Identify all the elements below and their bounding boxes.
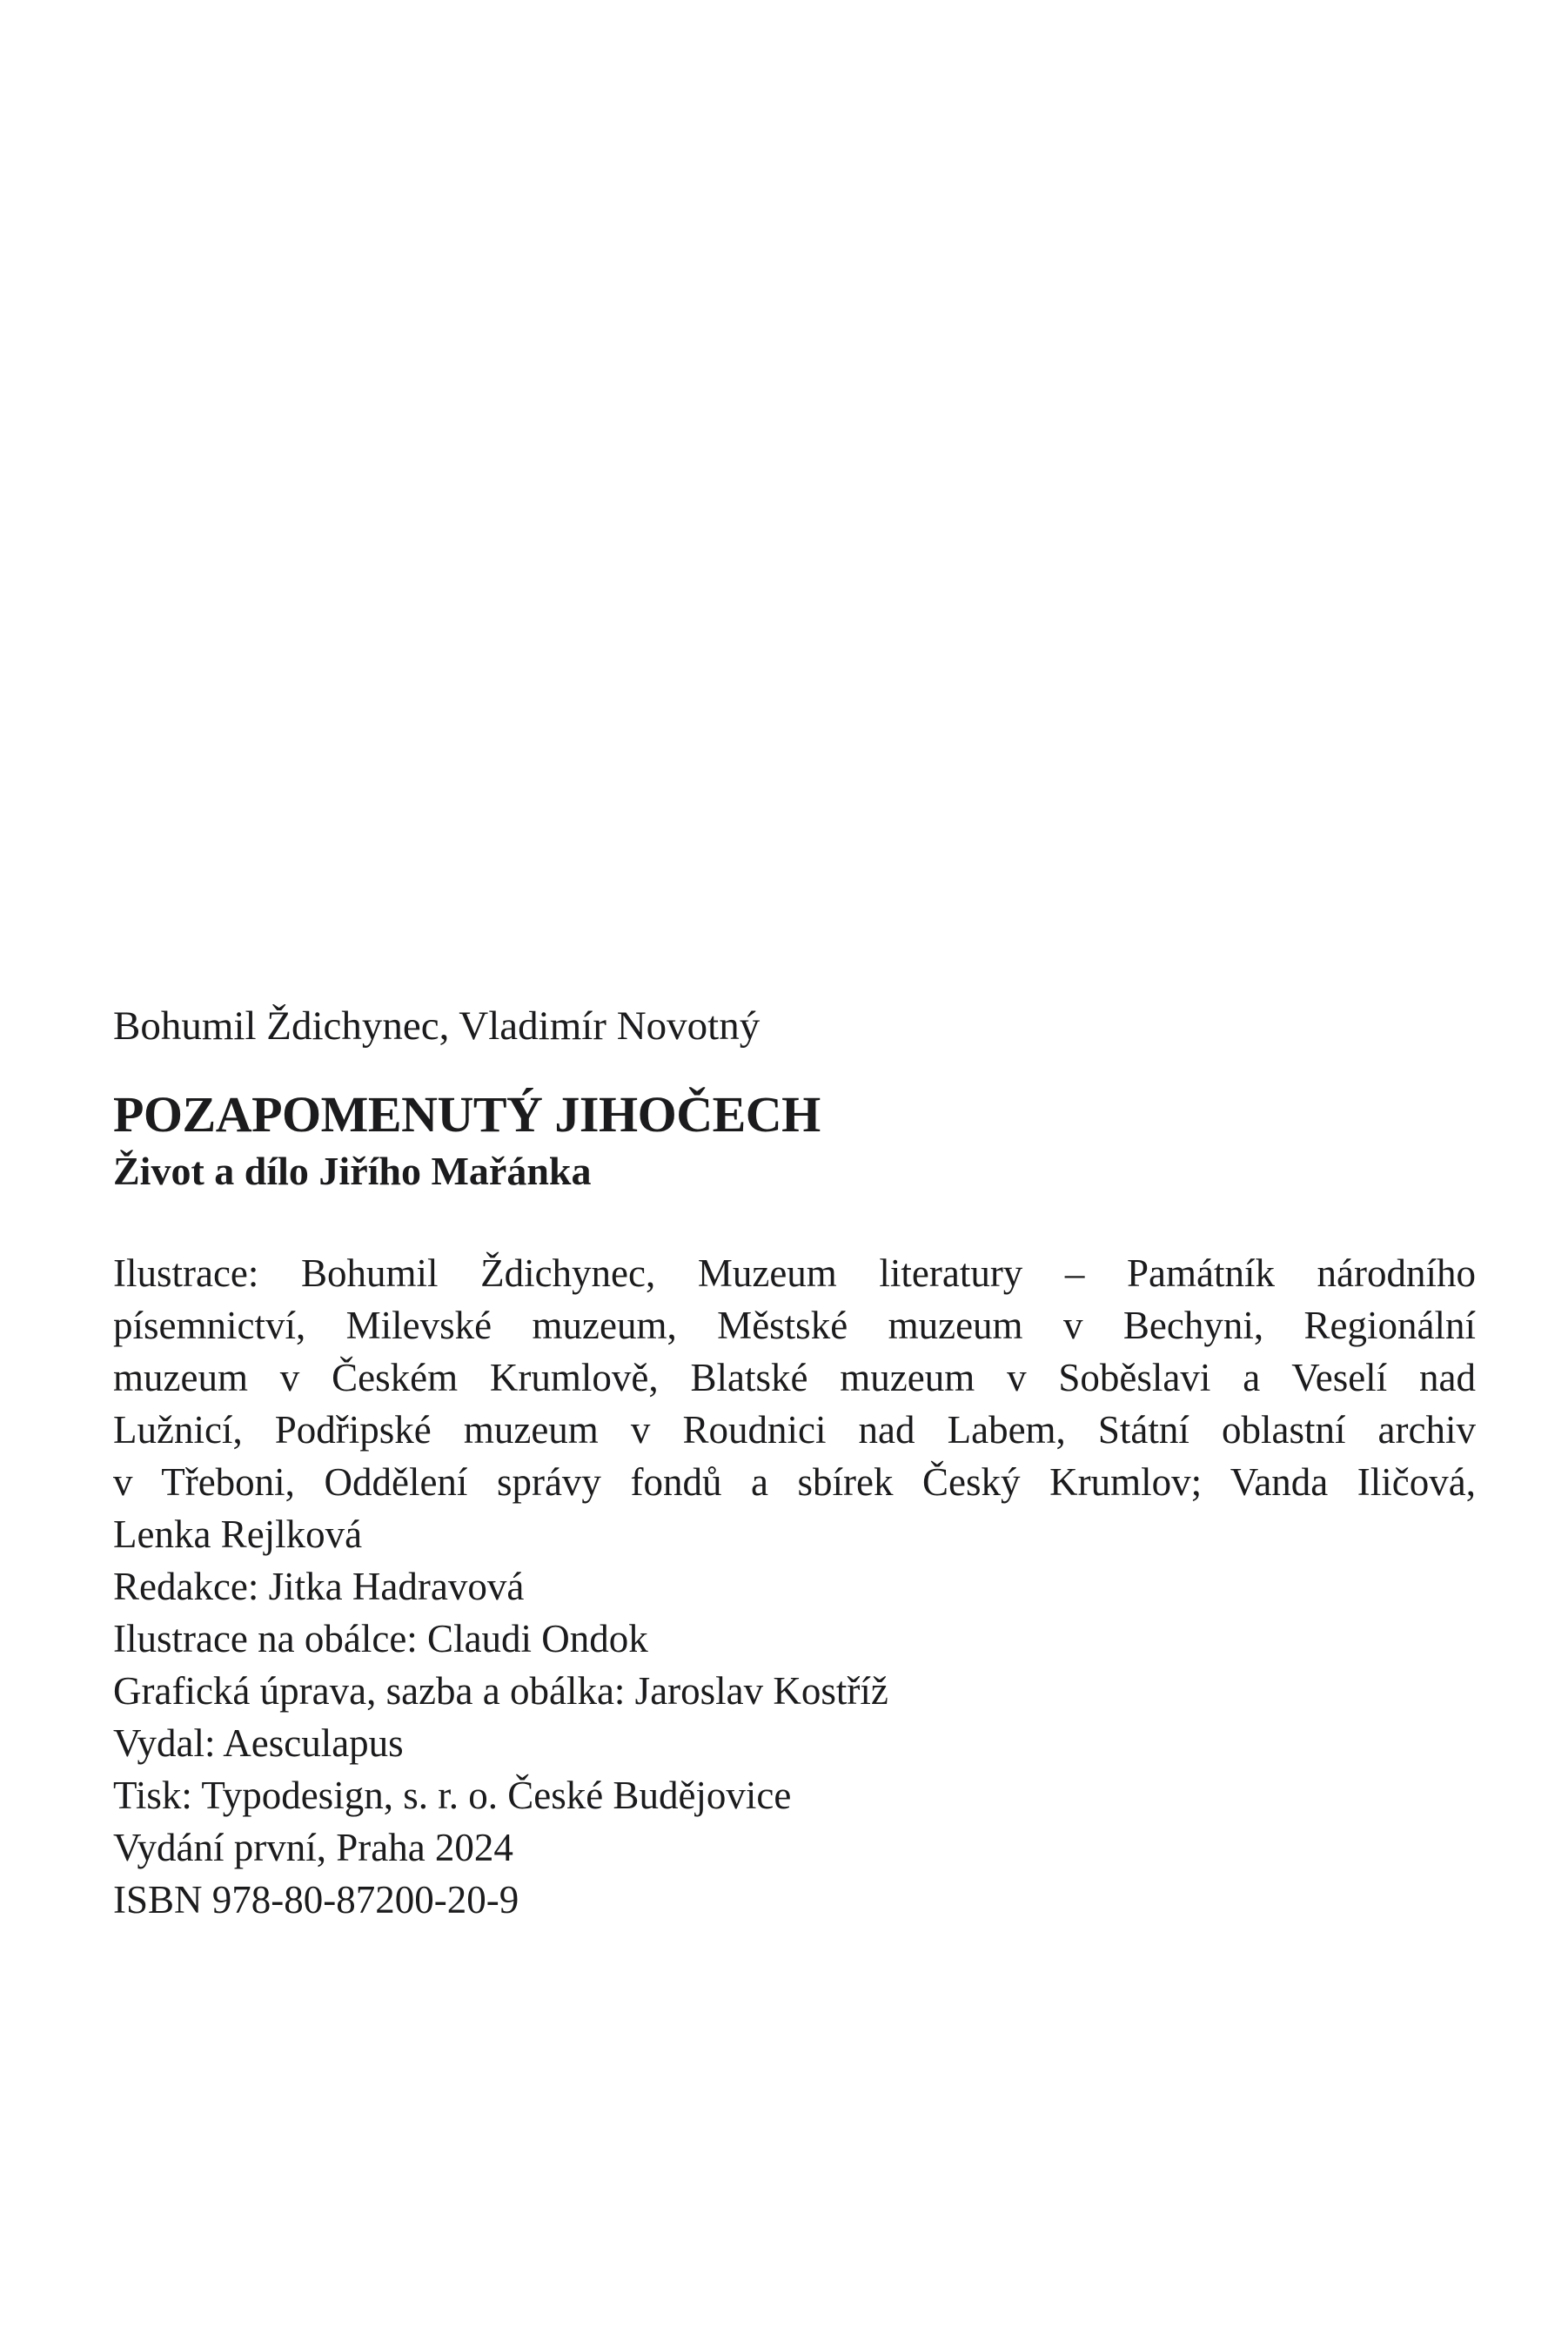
- credits-paragraph-line: Lenka Rejlková: [113, 1512, 363, 1556]
- credit-line-redakce: Redakce: Jitka Hadravová: [113, 1564, 525, 1608]
- credits-section: [113, 1247, 1476, 1926]
- credit-line-publisher: Vydal: Aesculapus: [113, 1720, 404, 1765]
- author-line: Bohumil Ždichynec, Vladimír Novotný: [113, 1003, 761, 1049]
- credits-paragraph-line: písemnictví, Milevské muzeum, Městské muzeum v Bechyni, Regionální: [113, 1303, 1476, 1347]
- book-title: POZAPOMENUTÝ JIHOČECH: [113, 1085, 821, 1143]
- credit-line-isbn: ISBN 978-80-87200-20-9: [113, 1877, 519, 1922]
- credit-line-graphic-design: Grafická úprava, sazba a obálka: Jaroslav Kostříž: [113, 1668, 888, 1713]
- book-subtitle: Život a dílo Jiřího Mařánka: [113, 1148, 592, 1193]
- credits-paragraph-line: Lužnicí, Podřipské muzeum v Roudnici nad Labem, Státní oblastní archiv: [113, 1407, 1476, 1452]
- credits-paragraph-line: Ilustrace: Bohumil Ždichynec, Muzeum literatury – Památník národního: [113, 1251, 1476, 1295]
- credit-line-printer: Tisk: Typodesign, s. r. o. České Budějovice: [113, 1773, 792, 1817]
- credit-line-cover-illustration: Ilustrace na obálce: Claudi Ondok: [113, 1616, 648, 1660]
- credits-paragraph-line: v Třeboni, Oddělení správy fondů a sbírek Český Krumlov; Vanda Iličová,: [113, 1459, 1476, 1504]
- credits-paragraph-line: muzeum v Českém Krumlově, Blatské muzeum v Soběslavi a Veselí nad: [113, 1355, 1476, 1399]
- credit-line-edition: Vydání první, Praha 2024: [113, 1825, 513, 1869]
- colophon-text-block: [113, 1001, 1476, 1926]
